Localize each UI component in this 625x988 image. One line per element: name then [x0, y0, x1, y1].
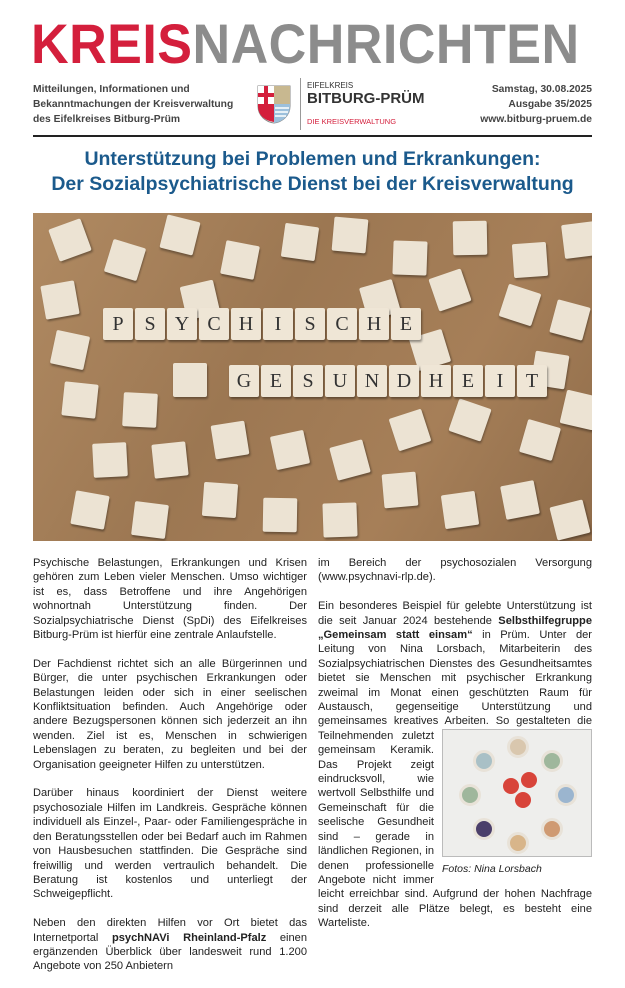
blank-tile	[549, 499, 590, 540]
letter-tile: I	[485, 365, 515, 397]
letter-tile: H	[421, 365, 451, 397]
letter-tile: Y	[167, 308, 197, 340]
title-line: Unterstützung bei Problemen und Erkrankungen:	[84, 148, 541, 170]
text: Ein besonderes Beispiel für gelebte Unterstützung ist die seit Januar 2024 bestehende	[318, 600, 592, 627]
rose	[503, 778, 519, 794]
letter-tile: I	[263, 308, 293, 340]
subtitle-line: Bekanntmachungen der Kreisverwaltung	[33, 99, 234, 110]
photo-caption: Fotos: Nina Lorsbach	[442, 863, 542, 875]
blank-tile	[561, 221, 592, 259]
masthead	[31, 14, 580, 74]
blank-tile	[322, 502, 357, 537]
subtitle-line: Mitteilungen, Informationen und	[33, 84, 190, 95]
blank-tile	[448, 398, 491, 441]
issue-number: Ausgabe 35/2025	[508, 99, 592, 110]
letter-tile: D	[389, 365, 419, 397]
mug	[507, 832, 529, 854]
left-column	[33, 556, 307, 988]
blank-tile	[151, 441, 188, 478]
masthead-gray: NACHRICHTEN	[192, 12, 580, 75]
letter-tile: S	[135, 308, 165, 340]
photo-word-2	[229, 365, 547, 397]
blank-tile	[202, 482, 238, 518]
letter-tile: C	[199, 308, 229, 340]
blank-tile	[519, 419, 561, 461]
rose	[515, 792, 531, 808]
letter-tile: P	[103, 308, 133, 340]
right-column	[318, 556, 592, 945]
blank-tile	[159, 214, 200, 255]
paragraph	[33, 916, 307, 974]
mug	[473, 750, 495, 772]
text: einen ergänzenden Überblick über landesweit rund 1.200 Angebote von 250 Anbietern	[33, 931, 307, 973]
blank-tile	[389, 409, 432, 452]
paragraph: im Bereich der psychosozialen Versorgung (www.psychnavi-rlp.de).	[318, 557, 592, 584]
district-logo	[256, 78, 425, 130]
blank-tile	[173, 363, 207, 397]
header-subtitle	[33, 82, 233, 127]
blank-tile	[61, 381, 98, 418]
issue-date: Samstag, 30.08.2025	[491, 84, 592, 95]
issue-info	[480, 82, 592, 127]
blank-tile	[499, 284, 542, 327]
text: Neben den direkten Hilfen vor Ort bietet das Internetportal	[33, 917, 307, 944]
blank-tile	[453, 221, 488, 256]
letter-tile: E	[261, 365, 291, 397]
blank-tile	[92, 442, 128, 478]
blank-tile	[329, 439, 371, 481]
mug	[459, 784, 481, 806]
blank-tile	[332, 217, 369, 254]
blank-tile	[560, 390, 592, 431]
paragraph: Psychische Belastungen, Erkrankungen und Krisen gehören zum Leben vieler Menschen. Umso wichtiger ist es, dass Betroffene und ihre Angehörigen wohnortnah Unterstützung finden. Der Sozialpsychiatrische Dienst (SpDi) des Eifelkreises Bitburg-Prüm ist hierfür eine zentrale Anlaufstelle.	[33, 557, 307, 642]
letter-tile: H	[359, 308, 389, 340]
rose	[521, 772, 537, 788]
blank-tile	[48, 218, 92, 262]
blank-tile	[40, 280, 79, 319]
scrabble-photo	[33, 213, 592, 541]
letter-tile: E	[391, 308, 421, 340]
blank-tile	[220, 240, 260, 280]
logo-line3: DIE KREISVERWALTUNG	[307, 117, 397, 127]
coat-of-arms-icon	[256, 84, 292, 124]
mug	[473, 818, 495, 840]
blank-tile	[131, 501, 169, 539]
photo-word-1	[103, 308, 421, 340]
blank-tile	[211, 421, 250, 460]
paragraph: Der Fachdienst richtet sich an alle Bürgerinnen und Bürger, die unter psychischen Erkrankungen oder Belastungen leiden oder sich in einer seelischen Konfliktsituation befinden. Auch Angehörige oder andere Bezugspersonen können sich jederzeit an ihn wenden. Ziel ist es, Menschen in schwierigen Lebenslagen zu beraten, zu begleiten und bei der Organisation geeigneter Hilfen zu unterstützen.	[33, 657, 307, 771]
ceramics-figure	[442, 729, 592, 876]
letter-tile: H	[231, 308, 261, 340]
mug	[541, 818, 563, 840]
blank-tile	[500, 480, 540, 520]
article-title	[0, 147, 625, 197]
blank-tile	[104, 239, 146, 281]
letter-tile: G	[229, 365, 259, 397]
logo-divider	[300, 78, 301, 130]
blank-tile	[122, 392, 158, 428]
blank-tile	[382, 472, 419, 509]
mug	[541, 750, 563, 772]
blank-tile	[441, 491, 479, 529]
letter-tile: T	[517, 365, 547, 397]
mug	[555, 784, 577, 806]
letter-tile: U	[325, 365, 355, 397]
text: in Prüm. Unter der Leitung von Nina Lorsbach, Mitarbeiterin des Sozialpsychiatrischen Dienstes des Gesundheitsamtes bietet sie Menschen mit psychischer Erkrankung zweimal im Monat einen geschützten Raum für Austausch, gegenseitige Unterstützung und gemeinsames kreatives Arbeiten. So gestalteten die Teilnehmenden zuletzt gemeinsam Keramik. Das Projekt zeigt eindrucksvoll, wie wertvoll Selbsthilfe und Gemeinschaft für die seelische Gesundheit sind – gerade in ländlichen Regionen, in denen professionelle Angebote nicht immer leicht erreichbar sind. Aufgrund der hohen Nachfrage sind derzeit alle Plätze belegt, es besteht eine Warteliste.	[318, 629, 592, 930]
bold-text: psychNAVi Rheinland-Pfalz	[111, 931, 267, 944]
letter-tile: S	[293, 365, 323, 397]
mug	[507, 736, 529, 758]
letter-tile: E	[453, 365, 483, 397]
blank-tile	[512, 242, 548, 278]
title-line: Der Sozialpsychiatrische Dienst bei der Kreisverwaltung	[51, 173, 574, 195]
blank-tile	[281, 223, 319, 261]
bold-text: Selbsthilfegruppe „Gemeinsam statt einsam“	[318, 614, 592, 642]
paragraph: Darüber hinaus koordiniert der Dienst weitere psychosoziale Hilfen im Landkreis. Gespräche können individuell als Einzel-, Paar- oder Familiengespräche in den Beratungsstellen oder bei Bedarf auch im Rahmen von Hausbesuchen stattfinden. Die Gespräche sind freiwillig und werden vertraulich behandelt. Die Beratung ist kostenlos und unterliegt der Schweigepflicht.	[33, 787, 307, 901]
blank-tile	[392, 240, 427, 275]
letter-tile: N	[357, 365, 387, 397]
blank-tile	[50, 330, 90, 370]
subtitle-line: des Eifelkreises Bitburg-Prüm	[33, 114, 181, 125]
blank-tile	[263, 498, 298, 533]
blank-tile	[70, 490, 109, 529]
header-rule	[33, 135, 592, 137]
logo-line2: BITBURG-PRÜM	[307, 90, 425, 108]
ceramics-photo	[442, 729, 592, 857]
blank-tile	[428, 268, 471, 311]
blank-tile	[549, 299, 591, 341]
blank-tile	[270, 430, 310, 470]
logo-line1: EIFELKREIS	[307, 81, 354, 91]
letter-tile: C	[327, 308, 357, 340]
masthead-red: KREIS	[31, 12, 193, 75]
website-link[interactable]: www.bitburg-pruem.de	[480, 114, 592, 125]
letter-tile: S	[295, 308, 325, 340]
